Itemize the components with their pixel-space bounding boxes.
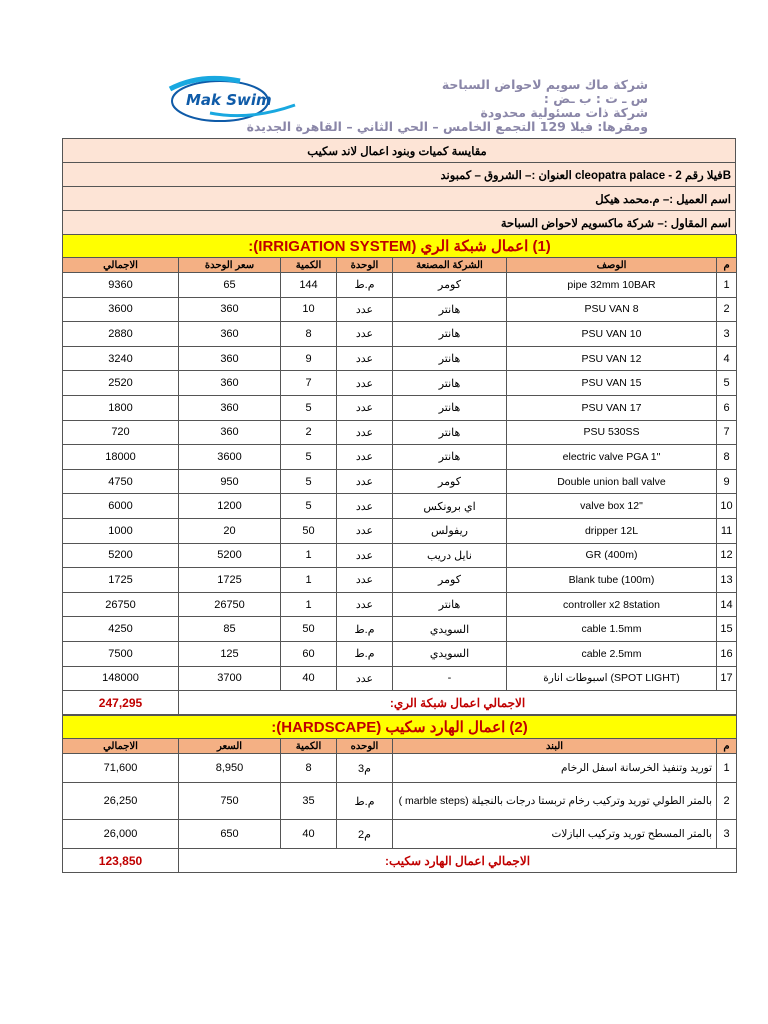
cell-number: 4 <box>717 346 737 371</box>
col-unit: الوحدة <box>337 258 393 273</box>
cell-description: valve box 12" <box>507 494 717 519</box>
cell-qty: 10 <box>281 297 337 322</box>
cell-unit: عدد <box>337 297 393 322</box>
cell-maker: ريفولس <box>393 518 507 543</box>
cell-qty: 40 <box>281 666 337 691</box>
cell-total: 9360 <box>63 273 179 298</box>
cell-total: 1725 <box>63 568 179 593</box>
cell-qty: 35 <box>281 783 337 820</box>
cell-description: dripper 12L <box>507 518 717 543</box>
cell-description: GR (400m) <box>507 543 717 568</box>
hardscape-total-label: الاجمالي اعمال الهارد سكيب: <box>179 849 737 873</box>
cell-total: 148000 <box>63 666 179 691</box>
company-line: شركة ماك سويم لاحواض السباحة <box>441 77 648 92</box>
table-row <box>63 783 737 820</box>
cell-unit-price: 1725 <box>179 568 281 593</box>
table-row <box>63 395 737 420</box>
cell-number: 14 <box>717 592 737 617</box>
cell-unit-price: 360 <box>179 346 281 371</box>
contractor-name: اسم المقاول :– شركة ماكسويم لاحواض السباحة <box>63 211 736 235</box>
cell-total: 2880 <box>63 322 179 347</box>
cell-number: 11 <box>717 518 737 543</box>
col-number: م <box>717 258 737 273</box>
cell-number: 6 <box>717 395 737 420</box>
cell-total: 3240 <box>63 346 179 371</box>
cell-qty: 50 <box>281 617 337 642</box>
cell-description: controller x2 8station <box>507 592 717 617</box>
cell-maker: هانتر <box>393 420 507 445</box>
cell-number: 1 <box>717 273 737 298</box>
cell-total: 1800 <box>63 395 179 420</box>
cell-unit: م.ط <box>337 641 393 666</box>
table-row <box>63 420 737 445</box>
col-item: البند <box>393 739 717 754</box>
table-row <box>63 494 737 519</box>
cell-maker: - <box>393 666 507 691</box>
cell-total: 5200 <box>63 543 179 568</box>
cell-description: cable 2.5mm <box>507 641 717 666</box>
cell-number: 13 <box>717 568 737 593</box>
cell-total: 26,250 <box>63 783 179 820</box>
cell-total: 2520 <box>63 371 179 396</box>
cell-unit-price: 26750 <box>179 592 281 617</box>
table-row <box>63 543 737 568</box>
cell-maker: السويدي <box>393 641 507 666</box>
cell-item: بالمتر الطولي توريد وتركيب رخام تربستا درجات بالنجيلة (marble steps ) <box>393 783 717 820</box>
cell-unit: عدد <box>337 445 393 470</box>
table-row <box>63 469 737 494</box>
cell-qty: 5 <box>281 469 337 494</box>
cell-unit: عدد <box>337 395 393 420</box>
table-row <box>63 346 737 371</box>
cell-unit-price: 360 <box>179 371 281 396</box>
page-header <box>0 0 768 138</box>
cell-number: 9 <box>717 469 737 494</box>
cell-qty: 144 <box>281 273 337 298</box>
col-qty: الكمية <box>281 258 337 273</box>
cell-qty: 2 <box>281 420 337 445</box>
cell-qty: 5 <box>281 445 337 470</box>
table-row <box>63 666 737 691</box>
cell-maker: كومر <box>393 273 507 298</box>
col-total: الاجمالي <box>63 258 179 273</box>
cell-number: 5 <box>717 371 737 396</box>
cell-description: PSU VAN 10 <box>507 322 717 347</box>
cell-number: 17 <box>717 666 737 691</box>
cell-unit: م.ط <box>337 783 393 820</box>
cell-unit-price: 20 <box>179 518 281 543</box>
irrigation-total-value: 247,295 <box>63 691 179 715</box>
cell-total: 3600 <box>63 297 179 322</box>
cell-unit: عدد <box>337 371 393 396</box>
cell-unit: عدد <box>337 469 393 494</box>
cell-description: PSU VAN 17 <box>507 395 717 420</box>
cell-maker: هانتر <box>393 371 507 396</box>
cell-unit-price: 360 <box>179 395 281 420</box>
hardscape-table <box>62 715 737 873</box>
cell-total: 7500 <box>63 641 179 666</box>
cell-number: 10 <box>717 494 737 519</box>
cell-unit: م2 <box>337 820 393 849</box>
cell-unit-price: 3700 <box>179 666 281 691</box>
cell-description: Double union ball valve <box>507 469 717 494</box>
company-line: ومقرها: فيلا 129 التجمع الخامس – الحي الثاني – القاهرة الجديدة <box>246 119 648 134</box>
cell-price: 750 <box>179 783 281 820</box>
cell-qty: 1 <box>281 543 337 568</box>
cell-unit: عدد <box>337 494 393 519</box>
cell-number: 16 <box>717 641 737 666</box>
cell-qty: 60 <box>281 641 337 666</box>
cell-maker: هانتر <box>393 445 507 470</box>
cell-unit-price: 125 <box>179 641 281 666</box>
cell-description: pipe 32mm 10BAR <box>507 273 717 298</box>
cell-qty: 8 <box>281 322 337 347</box>
company-line: شركة ذات مسئولية محدودة <box>480 105 648 120</box>
col-price: السعر <box>179 739 281 754</box>
cell-maker: السويدي <box>393 617 507 642</box>
cell-maker: هانتر <box>393 395 507 420</box>
cell-number: 1 <box>717 754 737 783</box>
client-name: اسم العميل :– م.محمد هيكل <box>63 187 736 211</box>
cell-unit-price: 360 <box>179 297 281 322</box>
cell-number: 7 <box>717 420 737 445</box>
info-table <box>62 138 736 235</box>
cell-unit: م.ط <box>337 273 393 298</box>
cell-total: 4250 <box>63 617 179 642</box>
cell-maker: نايل دريب <box>393 543 507 568</box>
hardscape-total-value: 123,850 <box>63 849 179 873</box>
hardscape-section-title: (2) اعمال الهارد سكيب (HARDSCAPE): <box>63 716 737 739</box>
cell-item: بالمتر المسطح توريد وتركيب البازلات <box>393 820 717 849</box>
cell-description: PSU VAN 12 <box>507 346 717 371</box>
col-qty: الكمية <box>281 739 337 754</box>
cell-qty: 5 <box>281 494 337 519</box>
cell-unit: م.ط <box>337 617 393 642</box>
cell-total: 26,000 <box>63 820 179 849</box>
cell-unit: عدد <box>337 518 393 543</box>
cell-qty: 1 <box>281 592 337 617</box>
cell-qty: 50 <box>281 518 337 543</box>
table-row <box>63 568 737 593</box>
cell-number: 12 <box>717 543 737 568</box>
cell-number: 3 <box>717 820 737 849</box>
cell-number: 15 <box>717 617 737 642</box>
cell-unit-price: 360 <box>179 420 281 445</box>
table-row <box>63 297 737 322</box>
cell-maker: كومر <box>393 469 507 494</box>
table-row <box>63 322 737 347</box>
cell-unit: عدد <box>337 543 393 568</box>
cell-item: توريد وتنفيذ الخرسانة اسفل الرخام <box>393 754 717 783</box>
cell-description: electric valve PGA 1" <box>507 445 717 470</box>
cell-unit: عدد <box>337 666 393 691</box>
cell-maker: هانتر <box>393 592 507 617</box>
cell-maker: كومر <box>393 568 507 593</box>
table-row <box>63 592 737 617</box>
cell-unit: عدد <box>337 420 393 445</box>
cell-unit: عدد <box>337 592 393 617</box>
col-unit: الوحده <box>337 739 393 754</box>
cell-qty: 5 <box>281 395 337 420</box>
cell-description: اسبوطات انارة (SPOT LIGHT) <box>507 666 717 691</box>
table-row <box>63 445 737 470</box>
company-info <box>247 78 648 134</box>
cell-description: PSU VAN 15 <box>507 371 717 396</box>
cell-unit-price: 65 <box>179 273 281 298</box>
cell-description: PSU VAN 8 <box>507 297 717 322</box>
cell-unit-price: 950 <box>179 469 281 494</box>
villa-address: Bفيلا رقم 2 - cleopatra palace العنوان :– الشروق – كمبوند <box>63 163 736 187</box>
cell-unit-price: 1200 <box>179 494 281 519</box>
table-row <box>63 820 737 849</box>
cell-maker: اي برونكس <box>393 494 507 519</box>
col-maker: الشركة المصنعة <box>393 258 507 273</box>
cell-unit: عدد <box>337 322 393 347</box>
cell-total: 1000 <box>63 518 179 543</box>
logo-text: Mak Swim <box>186 91 272 109</box>
irrigation-total-label: الاجمالي اعمال شبكة الري: <box>179 691 737 715</box>
table-row <box>63 641 737 666</box>
cell-description: Blank tube (100m) <box>507 568 717 593</box>
table-row <box>63 371 737 396</box>
cell-total: 720 <box>63 420 179 445</box>
cell-number: 8 <box>717 445 737 470</box>
col-description: الوصف <box>507 258 717 273</box>
cell-maker: هانتر <box>393 297 507 322</box>
table-row <box>63 273 737 298</box>
company-line: س ـ ت : ب ـض : <box>543 91 648 106</box>
cell-description: PSU 530SS <box>507 420 717 445</box>
cell-unit: عدد <box>337 346 393 371</box>
cell-number: 3 <box>717 322 737 347</box>
col-number: م <box>717 739 737 754</box>
cell-description: cable 1.5mm <box>507 617 717 642</box>
table-row <box>63 617 737 642</box>
cell-qty: 40 <box>281 820 337 849</box>
irrigation-table <box>62 234 737 715</box>
cell-total: 26750 <box>63 592 179 617</box>
cell-unit: عدد <box>337 568 393 593</box>
cell-number: 2 <box>717 297 737 322</box>
table-row <box>63 518 737 543</box>
cell-maker: هانتر <box>393 322 507 347</box>
cell-unit-price: 360 <box>179 322 281 347</box>
document-title: مقايسة كميات وبنود اعمال لاند سكيب <box>63 139 736 163</box>
cell-maker: هانتر <box>393 346 507 371</box>
cell-qty: 8 <box>281 754 337 783</box>
cell-qty: 9 <box>281 346 337 371</box>
cell-price: 650 <box>179 820 281 849</box>
table-row <box>63 754 737 783</box>
cell-price: 8,950 <box>179 754 281 783</box>
irrigation-section-title: (1) اعمال شبكة الري (IRRIGATION SYSTEM): <box>63 235 737 258</box>
cell-unit-price: 3600 <box>179 445 281 470</box>
cell-number: 2 <box>717 783 737 820</box>
cell-unit: م3 <box>337 754 393 783</box>
cell-qty: 1 <box>281 568 337 593</box>
cell-unit-price: 5200 <box>179 543 281 568</box>
cell-total: 6000 <box>63 494 179 519</box>
cell-total: 71,600 <box>63 754 179 783</box>
col-total: الاجمالي <box>63 739 179 754</box>
col-unit-price: سعر الوحدة <box>179 258 281 273</box>
cell-qty: 7 <box>281 371 337 396</box>
cell-total: 4750 <box>63 469 179 494</box>
cell-unit-price: 85 <box>179 617 281 642</box>
cell-total: 18000 <box>63 445 179 470</box>
